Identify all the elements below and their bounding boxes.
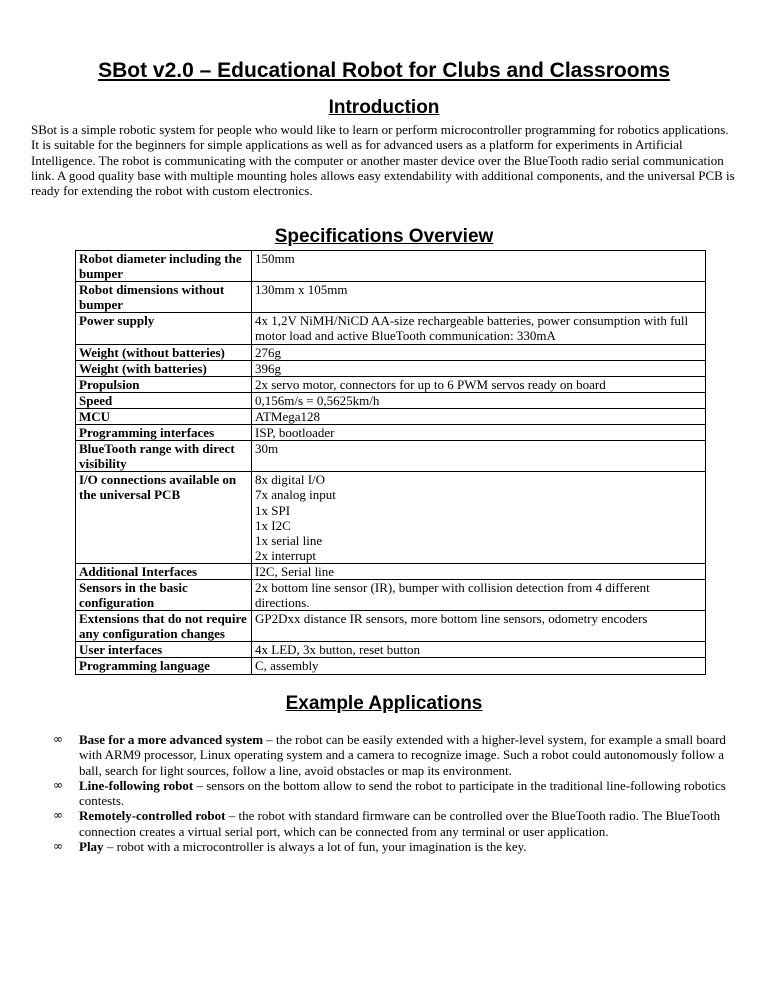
table-row <box>76 344 706 360</box>
spec-value: GP2Dxx distance IR sensors, more bottom line sensors, odometry encoders <box>252 611 706 642</box>
spec-value: 2x servo motor, connectors for up to 6 PWM servos ready on board <box>252 376 706 392</box>
applications-list <box>53 732 743 854</box>
item-text: – robot with a microcontroller is always a lot of fun, your imagination is the key. <box>103 839 527 855</box>
spec-key: BlueTooth range with direct visibility <box>76 441 252 472</box>
table-row <box>76 472 706 564</box>
table-row <box>76 563 706 579</box>
table-row <box>76 658 706 674</box>
spec-value: ATMega128 <box>252 408 706 424</box>
spec-key: Speed <box>76 392 252 408</box>
spec-value: 4x 1,2V NiMH/NiCD AA-size rechargeable batteries, power consumption with full motor load and active BlueTooth communication: 330mA <box>252 313 706 344</box>
table-row <box>76 376 706 392</box>
introduction-text: SBot is a simple robotic system for people who would like to learn or perform microcontroller programming for robotics applications. It is suitable for the beginners for simple applications as well as for advanced users as a platform for experiments in Artificial Intelligence. The robot is communicating with the computer or another master device over the BlueTooth radio serial communication link. A good quality base with multiple mounting holes allows easy extendability with additional components, and the universal PCB is ready for extending the robot with custom electronics. <box>31 122 735 199</box>
table-row <box>76 441 706 472</box>
specifications-heading: Specifications Overview <box>274 226 494 247</box>
item-text: – sensors on the bottom allow to send the robot to participate in the traditional line-following robotics contests. <box>79 777 726 809</box>
spec-key: Additional Interfaces <box>76 563 252 579</box>
list-item <box>53 732 743 778</box>
spec-key: Weight (with batteries) <box>76 360 252 376</box>
table-row <box>76 611 706 642</box>
list-item <box>53 839 743 854</box>
spec-key: User interfaces <box>76 642 252 658</box>
spec-value: 2x bottom line sensor (IR), bumper with collision detection from 4 different directions. <box>252 579 706 610</box>
spec-key: Weight (without batteries) <box>76 344 252 360</box>
spec-key: MCU <box>76 408 252 424</box>
infinity-bullet-icon: ∞ <box>53 732 63 746</box>
table-row <box>76 408 706 424</box>
spec-key: Programming interfaces <box>76 425 252 441</box>
spec-key: Propulsion <box>76 376 252 392</box>
spec-value: 8x digital I/O 7x analog input 1x SPI 1x I2C 1x serial line 2x interrupt <box>252 472 706 564</box>
item-text: – the robot with standard firmware can be controlled over the BlueTooth radio. The BlueTooth connection creates a virtual serial port, which can be connected from any terminal or user application. <box>79 808 721 839</box>
spec-key: Robot dimensions without bumper <box>76 282 252 313</box>
table-row <box>76 360 706 376</box>
spec-key: Sensors in the basic configuration <box>76 579 252 610</box>
spec-value: 276g <box>252 344 706 360</box>
table-row <box>76 282 706 313</box>
infinity-bullet-icon: ∞ <box>53 839 63 854</box>
spec-value: 30m <box>252 441 706 472</box>
item-title: Remotely-controlled robot <box>79 808 226 824</box>
spec-value: 130mm x 105mm <box>252 282 706 313</box>
list-item <box>53 808 743 839</box>
spec-key: I/O connections available on the universal PCB <box>76 472 252 564</box>
spec-key: Extensions that do not require any configuration changes <box>76 611 252 642</box>
table-row <box>76 392 706 408</box>
item-text: – the robot can be easily extended with a higher-level system, for example a small board with ARM9 processor, Linux operating system and a camera to recognize image. Such a robot could autonomously follow a ball, search for light sources, follow a line, avoid obstacles or map its environment. <box>79 732 726 778</box>
item-title: Line-following robot <box>79 777 194 793</box>
item-title: Base for a more advanced system <box>79 732 264 747</box>
item-title: Play <box>79 839 104 855</box>
table-row <box>76 642 706 658</box>
document-title: SBot v2.0 – Educational Robot for Clubs and Classrooms <box>98 59 670 82</box>
table-row <box>76 425 706 441</box>
applications-heading: Example Applications <box>285 693 483 714</box>
spec-value: C, assembly <box>252 658 706 674</box>
spec-value: ISP, bootloader <box>252 425 706 441</box>
spec-value: 0,156m/s = 0,5625km/h <box>252 392 706 408</box>
table-row <box>76 313 706 344</box>
list-item <box>53 778 743 809</box>
table-row <box>76 251 706 282</box>
spec-key: Programming language <box>76 658 252 674</box>
table-row <box>76 579 706 610</box>
spec-value: 150mm <box>252 251 706 282</box>
introduction-heading: Introduction <box>328 97 440 118</box>
spec-key: Robot diameter including the bumper <box>76 251 252 282</box>
spec-key: Power supply <box>76 313 252 344</box>
spec-value: I2C, Serial line <box>252 563 706 579</box>
spec-value: 396g <box>252 360 706 376</box>
infinity-bullet-icon: ∞ <box>53 808 63 823</box>
infinity-bullet-icon: ∞ <box>53 777 63 792</box>
specifications-table <box>75 250 706 675</box>
spec-value: 4x LED, 3x button, reset button <box>252 642 706 658</box>
